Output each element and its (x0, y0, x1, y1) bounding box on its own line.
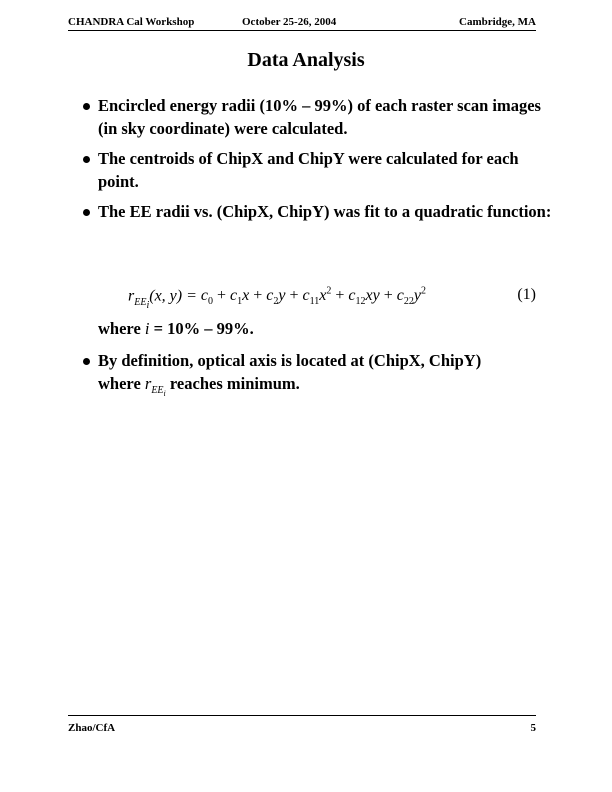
header-date: October 25-26, 2004 (242, 16, 337, 28)
page-title: Data Analysis (247, 49, 365, 71)
eq-lhs-args: (x, y) = (149, 287, 197, 305)
page-header (68, 14, 536, 31)
bullet-item: By definition, optical axis is located at (ChipX, ChipY) where $r_{EE_i}$ reaches minimum. (80, 349, 554, 405)
equation (128, 286, 536, 310)
bullet-list (80, 94, 554, 230)
bullet-text: By definition, optical axis is located at (ChipX, ChipY) (98, 351, 482, 370)
page-number: 5 (530, 722, 536, 734)
footer-author: Zhao/CfA (68, 722, 116, 734)
bullet-icon (83, 209, 90, 216)
bullet-text: The centroids of ChipX and ChipY were calculated for each point. (98, 149, 519, 191)
bullet-item (80, 147, 554, 193)
header-location: Cambridge, MA (459, 16, 536, 28)
eq-term: $c_{11}x^2$ + (302, 286, 349, 308)
where-line: where i = 10% – 99%. (98, 319, 254, 338)
eq-term: $c_0$ + (200, 287, 231, 308)
equation-number: (1) (517, 286, 536, 303)
equation-formula (128, 286, 426, 311)
bullet-icon (83, 156, 90, 163)
header-workshop: CHANDRA Cal Workshop (68, 16, 195, 28)
bullet-icon (83, 358, 90, 365)
bullet-item (80, 200, 554, 223)
bullet-icon (83, 103, 90, 110)
eq-term: $c_{12}xy$ + (348, 287, 397, 308)
where-var: i (144, 319, 150, 338)
page-footer (68, 715, 536, 736)
bullet-item (80, 94, 554, 140)
bullet-list-last (80, 349, 554, 412)
bullet-text: The EE radii vs. (ChipX, ChipY) was fit to a quadratic function: (98, 202, 552, 221)
eq-lhs-sub: EE (134, 296, 147, 308)
eq-lhs-var: r (128, 287, 135, 305)
eq-term: $c_{22}y^2$ (396, 286, 426, 308)
bullet-text: Encircled energy radii (10% – 99%) of each raster scan images (in sky coordinate) were calculated. (98, 96, 541, 138)
eq-term: $c_2y$ + (266, 287, 303, 308)
eq-term: $c_1x$ + (230, 287, 267, 308)
eq-lhs-subsub: i (146, 299, 150, 311)
r-var: r (144, 374, 152, 393)
